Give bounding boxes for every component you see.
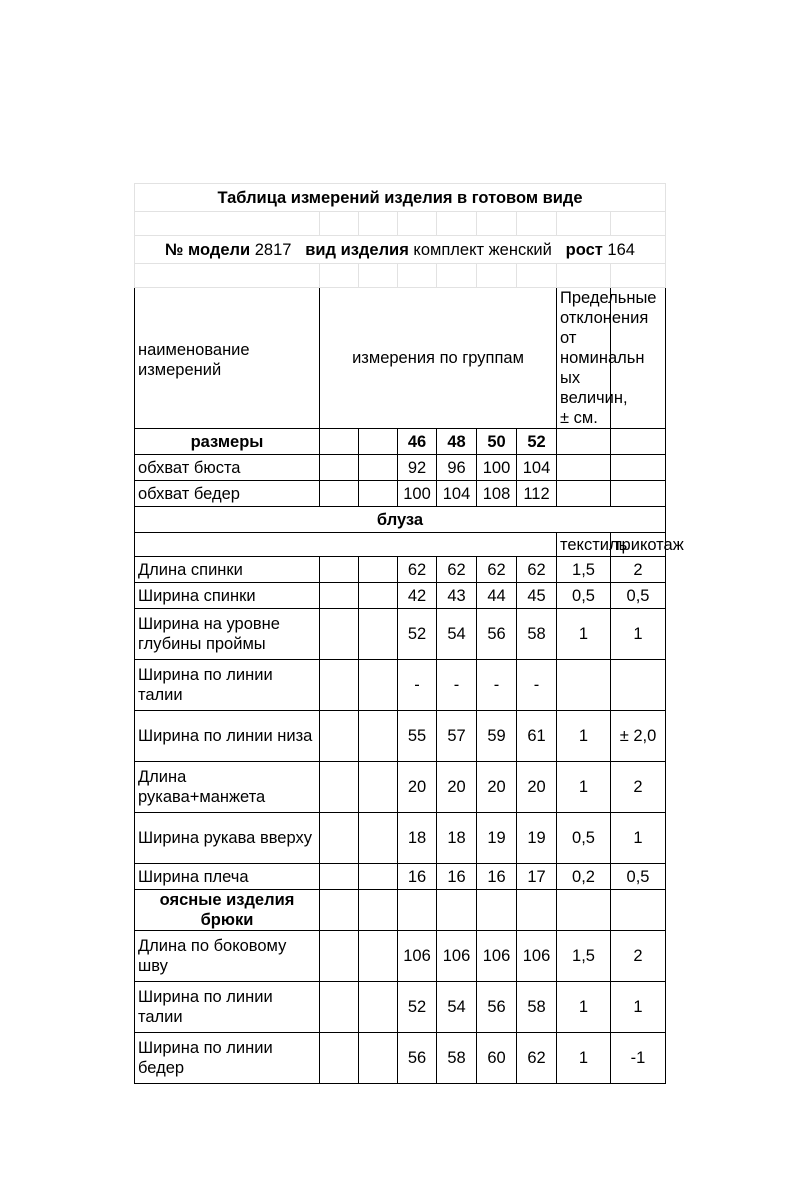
table-row: Длина спинки 62 62 62 62 1,5 2 xyxy=(135,557,666,583)
height-label: рост xyxy=(565,240,603,259)
size-52: 52 xyxy=(517,429,557,455)
table-row: Ширина спинки 42 43 44 45 0,5 0,5 xyxy=(135,583,666,609)
measurement-table xyxy=(134,183,684,1084)
model-line xyxy=(135,236,666,264)
table-row: Ширина плеча 16 16 16 17 0,2 0,5 xyxy=(135,864,666,890)
height-value: 164 xyxy=(607,240,635,259)
size-48: 48 xyxy=(437,429,477,455)
table-title: Таблица измерений изделия в готовом виде xyxy=(135,184,666,212)
measurement-sheet xyxy=(134,183,684,1084)
tol-label-textile: текстиль xyxy=(557,533,611,557)
table-row: Ширина по линии бедер 56 58 60 62 1 -1 xyxy=(135,1033,666,1084)
table-row: Длина рукава+манжета 20 20 20 20 1 2 xyxy=(135,762,666,813)
table-row: Длина по боковому шву 106 106 106 106 1,5 2 xyxy=(135,931,666,982)
table-row: Ширина по линии талии 52 54 56 58 1 1 xyxy=(135,982,666,1033)
table-row: Ширина по линии талии - - - - xyxy=(135,660,666,711)
table-row: обхват бедер 100 104 108 112 xyxy=(135,481,666,507)
table-row: обхват бюста 92 96 100 104 xyxy=(135,455,666,481)
model-value: 2817 xyxy=(254,240,292,259)
table-row: Ширина рукава вверху 18 18 19 19 0,5 1 xyxy=(135,813,666,864)
section-trousers-title: оясные изделия брюки xyxy=(135,890,320,931)
size-46: 46 xyxy=(398,429,437,455)
sizes-row xyxy=(135,429,666,455)
model-label: № модели xyxy=(165,240,251,259)
table-row: Ширина по линии низа 55 57 59 61 1 ± 2,0 xyxy=(135,711,666,762)
section-blouse-title: блуза xyxy=(135,507,666,533)
sizes-label: размеры xyxy=(135,429,320,455)
table-row: Ширина на уровне глубины проймы 52 54 56 58 1 1 xyxy=(135,609,666,660)
size-50: 50 xyxy=(477,429,517,455)
kind-value: комплект женский xyxy=(413,240,552,259)
header-name-col: наименование измерений xyxy=(135,288,320,429)
header-groups-col: измерения по группам xyxy=(320,288,557,429)
tol-label-knit: трикотаж xyxy=(611,533,666,557)
header-tolerance-col: Предельные отклонения от номинальн ых величин, ± см. xyxy=(557,288,611,429)
kind-label: вид изделия xyxy=(305,240,409,259)
